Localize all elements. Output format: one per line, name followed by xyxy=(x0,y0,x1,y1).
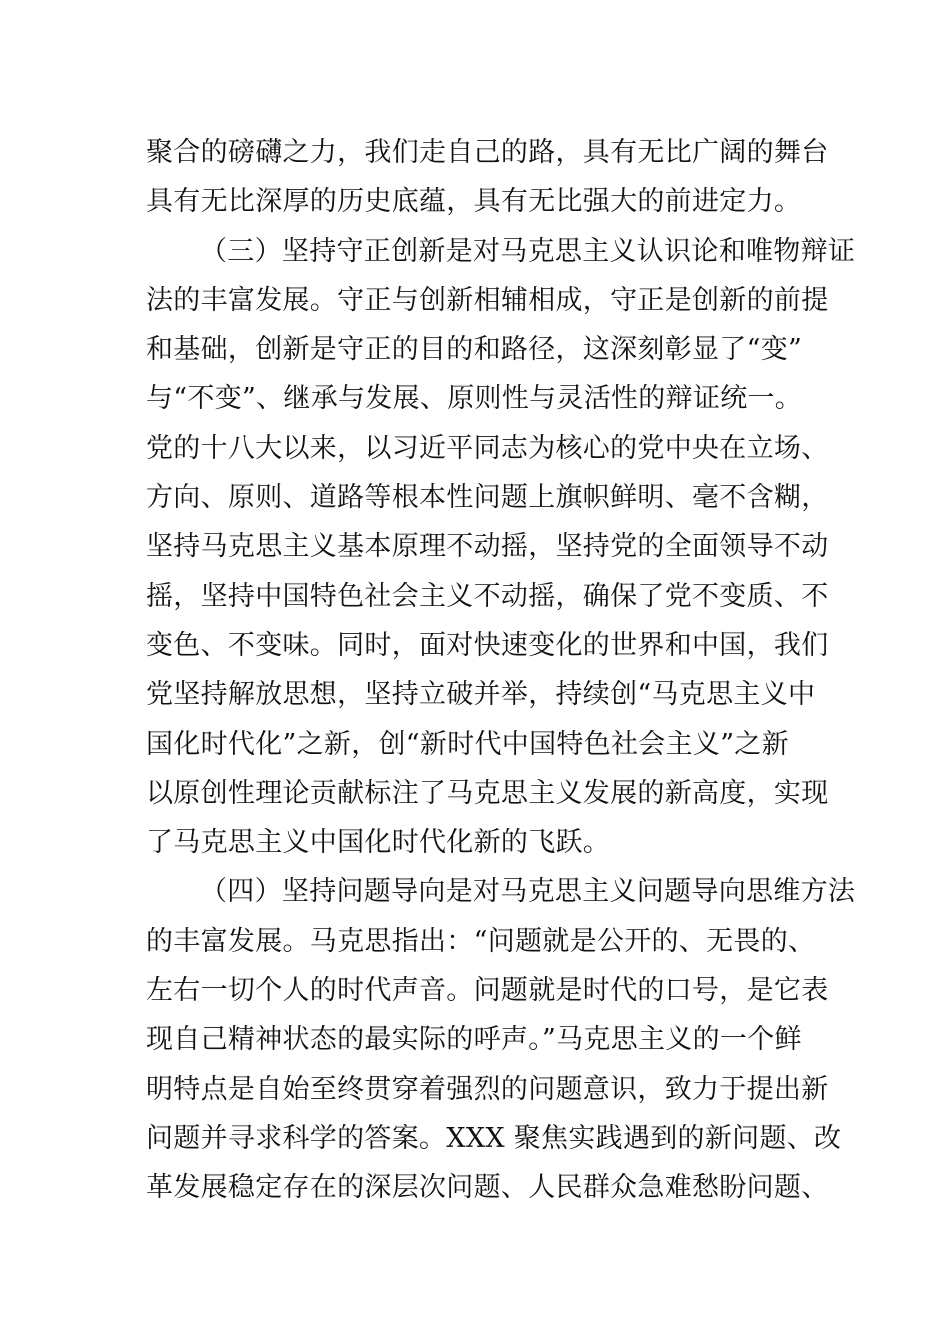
text-line: 具有无比深厚的历史底蕴，具有无比强大的前进定力。 xyxy=(146,186,802,218)
text-line: 问题并寻求科学的答案。XXX 聚焦实践遇到的新问题、改 xyxy=(146,1122,842,1154)
text-line: 以原创性理论贡献标注了马克思主义发展的新高度，实现 xyxy=(146,777,829,809)
text-line: 的丰富发展。马克思指出：“问题就是公开的、无畏的、 xyxy=(146,925,816,957)
text-line: 坚持马克思主义基本原理不动摇，坚持党的全面领导不动 xyxy=(146,531,829,563)
text-line: 党坚持解放思想，坚持立破并举，持续创“马克思主义中 xyxy=(146,679,816,711)
paragraph-first-line: （三）坚持守正创新是对马克思主义认识论和唯物辩证 xyxy=(200,235,856,267)
text-line: 左右一切个人的时代声音。问题就是时代的口号，是它表 xyxy=(146,975,829,1007)
text-line: 党的十八大以来，以习近平同志为核心的党中央在立场、 xyxy=(146,432,829,464)
text-line: 方向、原则、道路等根本性问题上旗帜鲜明、毫不含糊， xyxy=(146,482,829,514)
text-line: 现自己精神状态的最实际的呼声。”马克思主义的一个鲜 xyxy=(146,1024,802,1056)
text-line: 法的丰富发展。守正与创新相辅相成，守正是创新的前提 xyxy=(146,284,829,316)
text-line: 聚合的磅礴之力，我们走自己的路，具有无比广阔的舞台 xyxy=(146,137,829,168)
text-line: 与“不变”、继承与发展、原则性与灵活性的辩证统一。 xyxy=(146,383,803,415)
text-line: 摇，坚持中国特色社会主义不动摇，确保了党不变质、不 xyxy=(146,580,829,612)
text-line: 变色、不变味。同时，面对快速变化的世界和中国，我们 xyxy=(146,629,829,661)
document-body xyxy=(146,128,856,1213)
text-line: 明特点是自始至终贯穿着强烈的问题意识，致力于提出新 xyxy=(146,1073,829,1105)
text-line: 和基础，创新是守正的目的和路径，这深刻彰显了“变” xyxy=(146,334,803,366)
text-line: 了马克思主义中国化时代化新的飞跃。 xyxy=(146,827,611,859)
text-line: 革发展稳定存在的深层次问题、人民群众急难愁盼问题、 xyxy=(146,1172,829,1204)
text-line: 国化时代化”之新，创“新时代中国特色社会主义”之新 xyxy=(146,728,789,760)
paragraph-first-line: （四）坚持问题导向是对马克思主义问题导向思维方法 xyxy=(200,876,856,908)
